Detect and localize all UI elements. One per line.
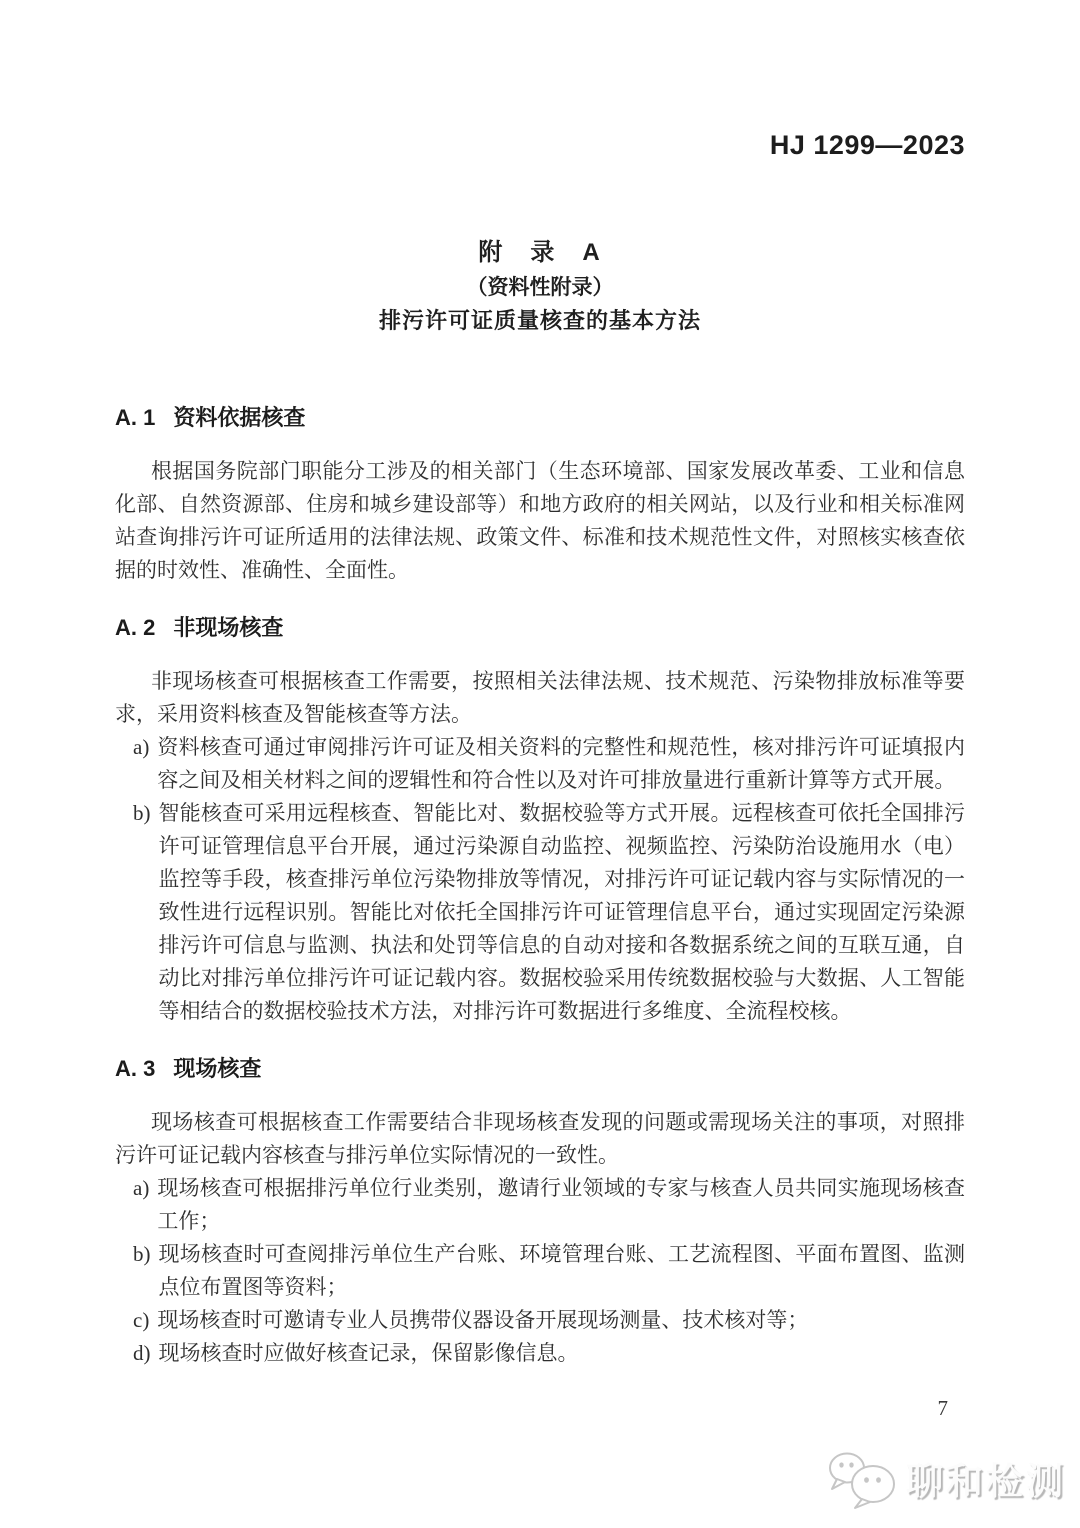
list-item-text: 现场核查时可邀请专业人员携带仪器设备开展现场测量、技术核对等；: [157, 1308, 809, 1332]
doc-header: [115, 0, 965, 165]
section-a1-paragraph: 根据国务院部门职能分工涉及的相关部门（生态环境部、国家发展改革委、工业和信息化部、自然资源部、住房和城乡建设部等）和地方政府的相关网站，以及行业和相关标准网站查询排污许可证所适用的法律法规、政策文件、标准和技术规范性文件，对照核实核查依据的时效性、准确性、全面性。: [115, 459, 965, 582]
list-item-a2-b: [115, 797, 965, 1028]
section-a3-item-list: [115, 1172, 965, 1370]
section-a3-title: 现场核查: [173, 1056, 262, 1081]
list-item-label: d): [133, 1341, 151, 1365]
list-item-text: 现场核查可根据排污单位行业类别，邀请行业领域的专家与核查人员共同实施现场核查工作；: [157, 1176, 965, 1233]
section-a3-paragraph: 现场核查可根据核查工作需要结合非现场核查发现的问题或需现场关注的事项，对照排污许可证记载内容核查与排污单位实际情况的一致性。: [115, 1110, 965, 1167]
list-item-text: 智能核查可采用远程核查、智能比对、数据校验等方式开展。远程核查可依托全国排污许可证管理信息平台开展，通过污染源自动监控、视频监控、污染防治设施用水（电）监控等手段，核查排污单位污染物排放等情况，对排污许可证记载内容与实际情况的一致性进行远程识别。智能比对依托全国排污许可证管理信息平台，通过实现固定污染源排污许可信息与监测、执法和处罚等信息的自动对接和各数据系统之间的互联互通，自动比对排污单位排污许可证记载内容。数据校验采用传统数据校验与大数据、人工智能等相结合的数据校验技术方法，对排污许可数据进行多维度、全流程校核。: [158, 801, 965, 1023]
list-item-label: a): [133, 735, 150, 759]
list-item-a3-b: [115, 1238, 965, 1304]
appendix-title-block: [115, 235, 965, 337]
section-a2-title: 非现场核查: [173, 615, 284, 640]
section-a2-paragraph: 非现场核查可根据核查工作需要，按照相关法律法规、技术规范、污染物排放标准等要求，采用资料核查及智能核查等方法。: [115, 669, 965, 726]
section-a3: [115, 1054, 965, 1370]
section-a2-item-list: [115, 731, 965, 1028]
section-a3-number: A. 3: [115, 1056, 156, 1081]
list-item-label: c): [133, 1308, 150, 1332]
page-number: 7: [937, 1396, 948, 1420]
wechat-chat-bubbles-icon: [824, 1446, 902, 1510]
list-item-text: 资料核查可通过审阅排污许可证及相关资料的完整性和规范性，核对排污许可证填报内容之间及相关材料之间的逻辑性和符合性以及对许可排放量进行重新计算等方式开展。: [157, 735, 965, 792]
section-a2: [115, 613, 965, 1028]
watermark-label: 聊和检测: [906, 1461, 1066, 1502]
list-item-text: 现场核查时应做好核查记录，保留影像信息。: [158, 1341, 579, 1365]
list-item-a3-c: [115, 1304, 965, 1337]
list-item-label: b): [133, 801, 151, 825]
appendix-title: 附 录 A: [478, 239, 602, 266]
watermark: [824, 1446, 1066, 1510]
section-a2-number: A. 2: [115, 615, 156, 640]
section-a1-title: 资料依据核查: [173, 405, 306, 430]
section-a3-heading: [115, 1054, 965, 1084]
standard-code: HJ 1299—2023: [769, 130, 965, 160]
list-item-text: 现场核查时可查阅排污单位生产台账、环境管理台账、工艺流程图、平面布置图、监测点位布置图等资料；: [158, 1242, 965, 1299]
list-item-a3-d: [115, 1337, 965, 1370]
list-item-a2-a: [115, 731, 965, 797]
section-a2-heading: [115, 613, 965, 643]
appendix-subtitle: （资料性附录）: [466, 276, 614, 299]
appendix-heading: 排污许可证质量核查的基本方法: [378, 308, 701, 333]
section-a1-heading: [115, 403, 965, 433]
section-a1-number: A. 1: [115, 405, 156, 430]
list-item-label: b): [133, 1242, 151, 1266]
section-a1: [115, 403, 965, 587]
list-item-label: a): [133, 1176, 150, 1200]
list-item-a3-a: [115, 1172, 965, 1238]
